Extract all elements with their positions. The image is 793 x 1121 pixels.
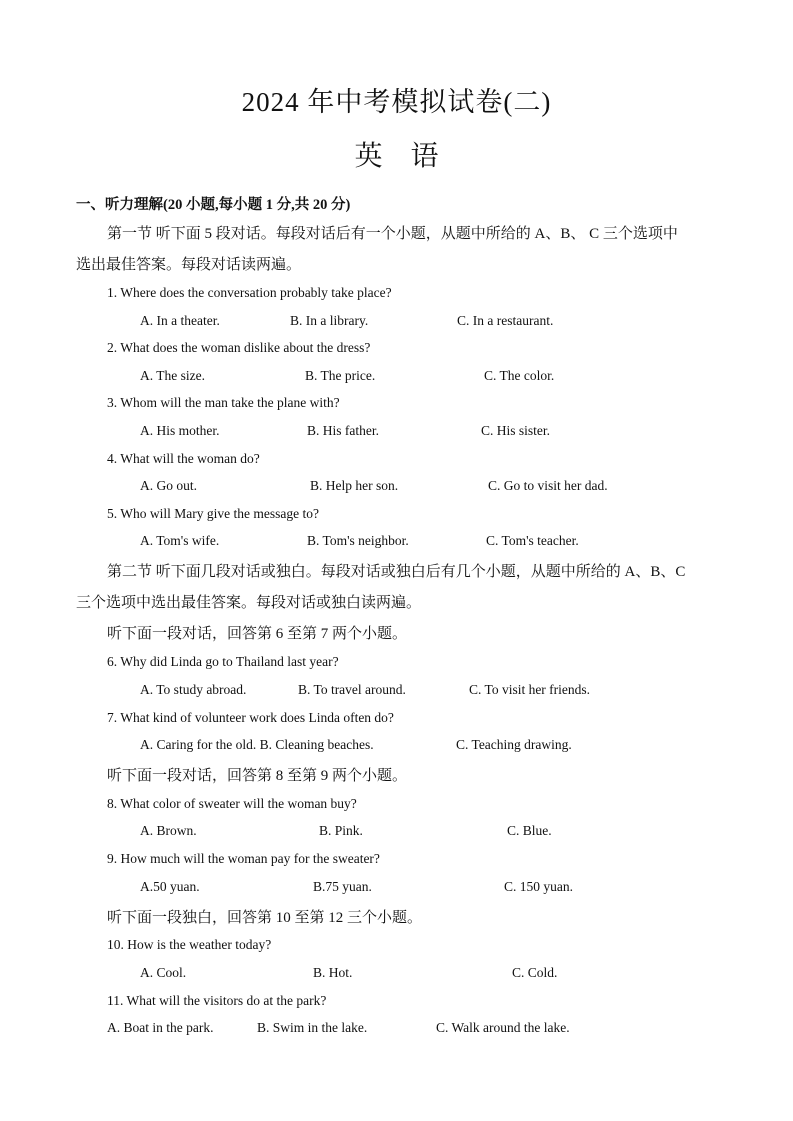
q11-option-c: C. Walk around the lake.: [436, 1020, 570, 1035]
q8-option-c: C. Blue.: [507, 823, 552, 838]
question-3: 3. Whom will the man take the plane with?: [107, 395, 340, 410]
q6-option-b: B. To travel around.: [298, 682, 406, 697]
q4-option-a: A. Go out.: [140, 478, 197, 493]
question-9: 9. How much will the woman pay for the sweater?: [107, 851, 380, 866]
q1-option-c: C. In a restaurant.: [457, 313, 554, 328]
q1-option-b: B. In a library.: [290, 313, 369, 328]
q1-option-a: A. In a theater.: [140, 313, 220, 328]
question-2: 2. What does the woman dislike about the dress?: [107, 340, 371, 355]
question-6: 6. Why did Linda go to Thailand last year?: [107, 654, 339, 669]
q11-option-a: A. Boat in the park.: [107, 1020, 214, 1035]
q11-option-b: B. Swim in the lake.: [257, 1020, 368, 1035]
q5-option-b: B. Tom's neighbor.: [307, 533, 409, 548]
q3-option-a: A. His mother.: [140, 423, 220, 438]
question-7: 7. What kind of volunteer work does Linda often do?: [107, 710, 394, 725]
section2-instruction-line1: 第二节 听下面几段对话或独白。每段对话或独白后有几个小题，从题中所给的 A、B、C: [107, 564, 686, 580]
instruction-q10-12: 听下面一段独白，回答第 10 至第 12 三个小题。: [107, 910, 423, 926]
subject-title: [0, 134, 793, 174]
q3-option-c: C. His sister.: [481, 423, 551, 438]
q9-option-a: A.50 yuan.: [140, 879, 200, 894]
subject-char-2: 语: [410, 141, 439, 172]
q10-option-b: B. Hot.: [313, 965, 353, 980]
q3-option-b: B. His father.: [307, 423, 379, 438]
q8-option-b: B. Pink.: [319, 823, 363, 838]
q2-option-a: A. The size.: [140, 368, 205, 383]
exam-title: 2024 年中考模拟试卷(二): [241, 87, 552, 117]
section1-instruction-line2: 选出最佳答案。每段对话读两遍。: [76, 257, 302, 273]
q4-option-c: C. Go to visit her dad.: [488, 478, 608, 493]
question-1: 1. Where does the conversation probably take place?: [107, 285, 392, 300]
question-11: 11. What will the visitors do at the park?: [107, 993, 327, 1008]
q10-option-a: A. Cool.: [140, 965, 187, 980]
q6-option-c: C. To visit her friends.: [469, 682, 591, 697]
q5-option-a: A. Tom's wife.: [140, 533, 220, 548]
question-10: 10. How is the weather today?: [107, 937, 272, 952]
q6-option-a: A. To study abroad.: [140, 682, 247, 697]
question-4: 4. What will the woman do?: [107, 451, 260, 466]
question-5: 5. Who will Mary give the message to?: [107, 506, 319, 521]
q2-option-c: C. The color.: [484, 368, 555, 383]
q2-option-b: B. The price.: [305, 368, 376, 383]
q7-option-c: C. Teaching drawing.: [456, 737, 572, 752]
q9-option-b: B.75 yuan.: [313, 879, 372, 894]
q4-option-b: B. Help her son.: [310, 478, 399, 493]
instruction-q6-7: 听下面一段对话，回答第 6 至第 7 两个小题。: [107, 626, 408, 642]
q10-option-c: C. Cold.: [512, 965, 558, 980]
q7-option-a-b: A. Caring for the old. B. Cleaning beaches.: [140, 737, 374, 752]
subject-char-1: 英: [354, 141, 383, 172]
q5-option-c: C. Tom's teacher.: [486, 533, 579, 548]
q8-option-a: A. Brown.: [140, 823, 197, 838]
instruction-q8-9: 听下面一段对话，回答第 8 至第 9 两个小题。: [107, 768, 408, 784]
part1-heading: 一、听力理解(20 小题,每小题 1 分,共 20 分): [76, 197, 351, 213]
q9-option-c: C. 150 yuan.: [504, 879, 573, 894]
question-8: 8. What color of sweater will the woman buy?: [107, 796, 357, 811]
section1-instruction-line1: 第一节 听下面 5 段对话。每段对话后有一个小题，从题中所给的 A、B、 C 三个选项中: [107, 226, 678, 242]
section2-instruction-line2: 三个选项中选出最佳答案。每段对话或独白读两遍。: [76, 595, 422, 611]
